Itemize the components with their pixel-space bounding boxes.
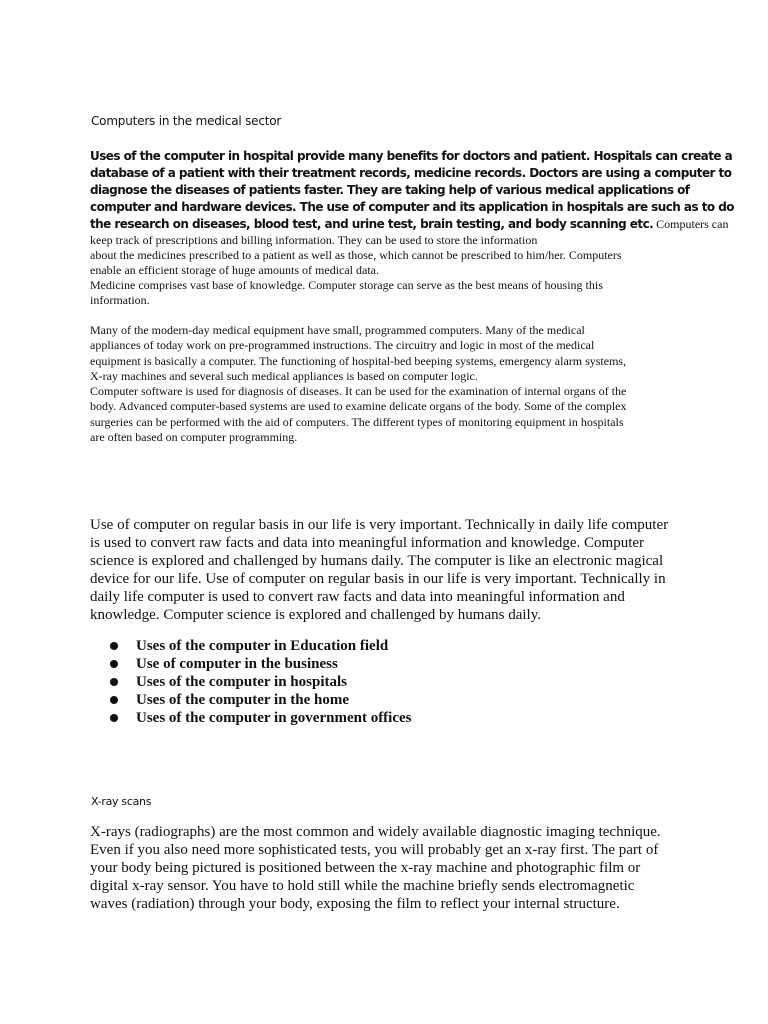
- xray-paragraph: [90, 823, 670, 913]
- paragraph-line: daily life computer is used to convert raw facts and data into meaningful information and: [90, 589, 625, 605]
- paragraph-line: Use of computer on regular basis in our life is very important. Technically in daily life computer: [90, 517, 669, 533]
- intro-serif-line: Medicine comprises vast base of knowledge. Computer storage can serve as the best means of housing this: [90, 278, 603, 292]
- paragraph-line: your body being pictured is positioned between the x-ray machine and photographic film or: [90, 860, 641, 876]
- intro-serif-line: information.: [90, 293, 150, 307]
- intro-bold-line: database of a patient with their treatment records, medicine records. Doctors are using a computer to: [90, 166, 732, 180]
- bullet-icon: [110, 678, 118, 686]
- equipment-paragraph: [90, 323, 670, 445]
- list-item-label: Uses of the computer in the home: [136, 692, 350, 708]
- intro-serif-line: keep track of prescriptions and billing information. They can be used to store the information: [90, 233, 538, 247]
- paragraph-line: X-rays (radiographs) are the most common and widely available diagnostic imaging technique.: [90, 824, 661, 840]
- paragraph-line: body. Advanced computer-based systems are used to examine delicate organs of the body. Some of the complex: [90, 399, 627, 414]
- intro-bold-line: Uses of the computer in hospital provide many benefits for doctors and patient. Hospitals can create a: [90, 149, 733, 163]
- paragraph-line: knowledge. Computer science is explored and challenged by humans daily.: [90, 607, 541, 623]
- paragraph-line: X-ray machines and several such medical appliances is based on computer logic.: [90, 368, 478, 383]
- paragraph-line: appliances of today work on pre-programmed instructions. The circuitry and logic in most of the medical: [90, 338, 595, 353]
- paragraph-line: surgeries can be performed with the aid of computers. The different types of monitoring equipment in hospitals: [90, 414, 624, 429]
- list-item: [110, 655, 412, 673]
- bullet-icon: [110, 660, 118, 668]
- list-item-label: Uses of the computer in hospitals: [136, 674, 347, 690]
- intro-block: [90, 148, 734, 308]
- bullet-icon: [110, 696, 118, 704]
- intro-mixed-line: [90, 216, 729, 233]
- list-item-label: Use of computer in the business: [136, 656, 338, 672]
- intro-bold-line: diagnose the diseases of patients faster. They are taking help of various medical applications of: [90, 183, 690, 197]
- list-item-label: Uses of the computer in government offices: [136, 710, 412, 726]
- paragraph-line: equipment is basically a computer. The functioning of hospital-bed beeping systems, emergency alarm systems,: [90, 353, 627, 368]
- uses-list: [110, 637, 412, 727]
- paragraph-line: device for our life. Use of computer on regular basis in our life is very important. Technically in: [90, 571, 666, 587]
- paragraph-line: digital x-ray sensor. You have to hold still while the machine briefly sends electromagnetic: [90, 878, 635, 894]
- paragraph-line: science is explored and challenged by humans daily. The computer is like an electronic magical: [90, 553, 664, 569]
- bullet-icon: [110, 642, 118, 650]
- intro-bold-line: the research on diseases, blood test, and urine test, brain testing, and body scanning etc.: [90, 217, 654, 231]
- list-item: [110, 637, 412, 655]
- list-item: [110, 709, 412, 727]
- paragraph-line: waves (radiation) through your body, exposing the film to reflect your internal structure.: [90, 896, 620, 912]
- intro-bold-line: computer and hardware devices. The use of computer and its application in hospitals are such as to do: [90, 200, 734, 214]
- paragraph-line: Even if you also need more sophisticated tests, you will probably get an x-ray first. The part of: [90, 842, 659, 858]
- paragraph-line: are often based on computer programming.: [90, 430, 298, 445]
- paragraph-line: is used to convert raw facts and data into meaningful information and knowledge. Computer: [90, 535, 645, 551]
- paragraph-line: Many of the modern-day medical equipment have small, programmed computers. Many of the medical: [90, 323, 585, 337]
- intro-serif-line: about the medicines prescribed to a patient as well as those, which cannot be prescribed to him/her. Computers: [90, 248, 622, 262]
- daily-use-paragraph: [90, 516, 680, 624]
- list-item-label: Uses of the computer in Education field: [136, 638, 389, 654]
- bullet-icon: [110, 714, 118, 722]
- xray-section-title: X-ray scans: [91, 795, 152, 808]
- intro-serif-line: enable an efficient storage of huge amounts of medical data.: [90, 263, 379, 277]
- paragraph-line: Computer software is used for diagnosis of diseases. It can be used for the examination of internal organs of the: [90, 384, 627, 399]
- section-title: Computers in the medical sector: [91, 114, 282, 128]
- list-item: [110, 691, 412, 709]
- intro-inline-serif: Computers can: [653, 217, 729, 231]
- list-item: [110, 673, 412, 691]
